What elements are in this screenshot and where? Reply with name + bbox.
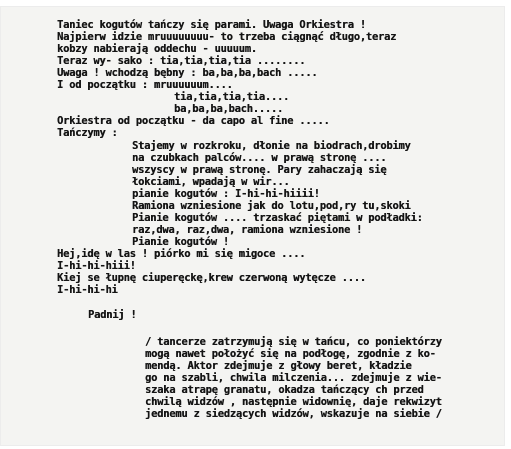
text-line: Teraz wy- sako : tia,tia,tia,tia ........ xyxy=(57,55,306,67)
text-line: jednemu z siedzących widzów, wskazuje na siebie / xyxy=(145,408,442,420)
text-line: łokciami, wpadają w wir... xyxy=(132,176,290,188)
text-line: wszyscy w prawą stronę. Pary zahaczają się xyxy=(132,164,387,176)
text-line: Tańczymy : xyxy=(57,127,118,139)
text-line: Pianie kogutów ! xyxy=(132,236,229,248)
text-line: go na szabli, chwila milczenia... zdejmuje z wie- xyxy=(145,372,442,384)
text-line: I-hi-hi-hi xyxy=(57,284,118,296)
text-line: kobzy nabierają oddechu - uuuuum. xyxy=(57,43,257,55)
text-line: szaka atrapę granatu, okadza tańczący ch przed xyxy=(145,384,424,396)
text-line: Najpierw idzie mruuuuuuuu- to trzeba ciągnąć długo,teraz xyxy=(57,31,397,43)
text-line: mendą. Aktor zdejmuje z głowy beret, kładzie xyxy=(145,360,412,372)
text-line: chwilą widzów , następnie widownię, daje rekwizyt xyxy=(145,396,442,408)
text-line: Kiej se łupnę ciuperęckę,krew czerwoną wytęcze .... xyxy=(57,272,366,284)
text-line: pianie kogutów : I-hi-hi-hiiii! xyxy=(132,188,320,200)
text-line: Padnij ! xyxy=(88,309,137,321)
text-line: tia,tia,tia,tia.... xyxy=(174,91,290,103)
text-line: Uwaga ! wchodzą bębny : ba,ba,ba,bach ..... xyxy=(57,67,318,79)
text-line: I od początku : mruuuuuum.... xyxy=(57,79,233,91)
text-line: Hej,idę w las ! piórko mi się migoce .... xyxy=(57,248,306,260)
text-line: Pianie kogutów .... trzaskać piętami w podładki: xyxy=(132,212,423,224)
text-line: raz,dwa, raz,dwa, ramiona wzniesione ! xyxy=(132,224,363,236)
text-line: mogą nawet położyć się na podłogę, zgodnie z ko- xyxy=(145,348,436,360)
text-line: Stajemy w rozkroku, dłonie na biodrach,drobimy xyxy=(132,140,411,152)
text-line: ba,ba,ba,bach..... xyxy=(174,103,284,115)
text-line: / tancerze zatrzymują się w tańcu, co poniektórzy xyxy=(145,336,442,348)
text-line: Orkiestra od początku - da capo al fine ..... xyxy=(57,115,330,127)
page-margin xyxy=(505,0,511,449)
text-line: Taniec kogutów tańczy się parami. Uwaga Orkiestra ! xyxy=(57,19,366,31)
typewritten-sheet xyxy=(0,6,505,446)
text-line: I-hi-hi-hiii! xyxy=(57,260,136,272)
text-line: na czubkach palców.... w prawą stronę .... xyxy=(132,152,387,164)
text-line: Ramiona wzniesione jak do lotu,pod,ry tu,skoki xyxy=(132,200,411,212)
